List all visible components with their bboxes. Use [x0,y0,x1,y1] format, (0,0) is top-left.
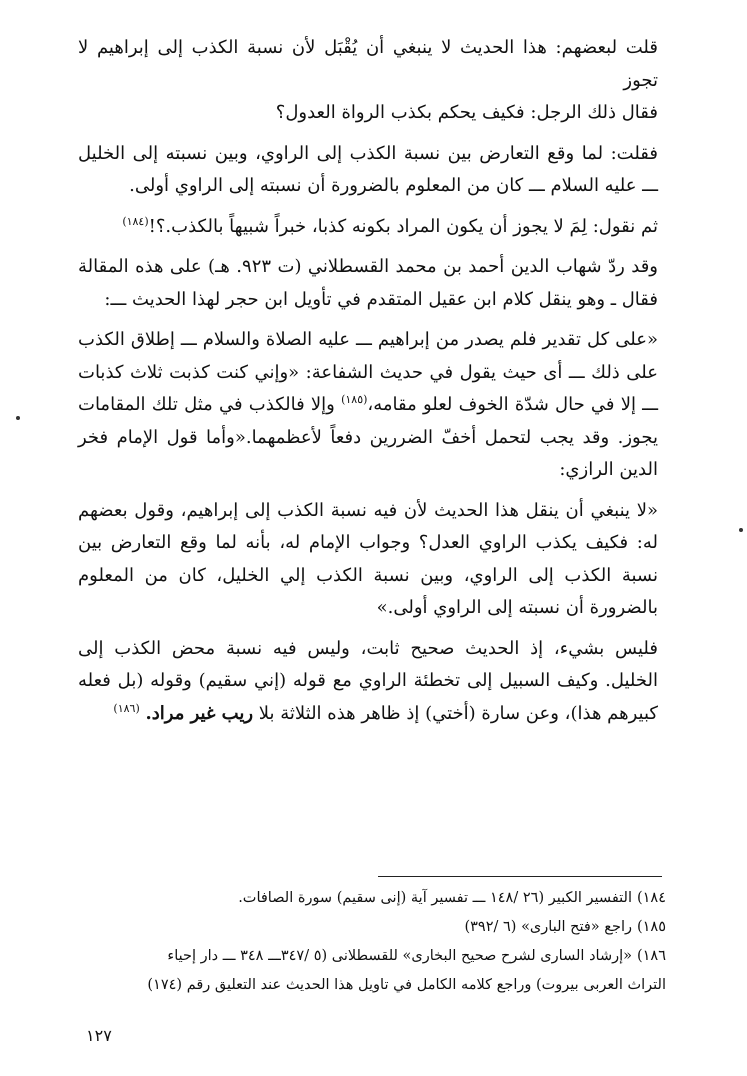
footnote-text: راجع «فتح البارى» (٦ /٣٩٢) [464,919,632,935]
footnotes [78,884,666,1000]
paragraph-5: وقد ردّ شهاب الدين أحمد بن محمد القسطلاني (ت ٩٢٣. هـ) على هذه المقالة فقال ـ وهو ينقل كلام ابن عقيل المتقدم في تأويل ابن حجر لهذا الحديث ـــ: [78,256,658,310]
footnote-186 [78,942,666,971]
paragraph-6-text: «على كل تقدير فلم يصدر من إبراهيم ـــ عليه الصلاة والسلام ـــ إطلاق الكذب على ذلك ـــ أى حيث يقول في حديث الشفاعة: «وإني كنت كذبت ثلاث كذبات ـــ إلا في حال شدّة الخوف لعلو مقامه، [78,329,659,415]
footnote-number: ١٨٦) [636,948,666,964]
footnote-number: ١٨٤) [636,890,666,906]
paragraph-6-continuation: وإلا فالكذب في مثل تلك المقامات يجوز. وقد يجب لتحمل أخفّ الضررين دفعاً لأعظمهما.«وأما قول الإمام فخر الدين الرازي: [78,394,658,480]
footnote-185 [78,913,666,942]
paragraph-6 [78,324,658,487]
paragraph-4 [78,211,658,244]
page-body [78,32,658,730]
footnote-186-continued [78,971,666,1000]
paragraph-2: فقال ذلك الرجل: فكيف يحكم بكذب الرواة العدول؟ [275,102,658,123]
footnote-ref-186[interactable]: (١٨٦) [113,701,140,715]
footnote-number: ١٨٥) [636,919,666,935]
paragraph-8-text: فليس بشيء، إذ الحديث صحيح ثابت، وليس فيه نسبة محض الكذب إلى الخليل. وكيف السبيل إلى تخطئة الراوي مع قوله (إني سقيم) وقوله (بل فعله كبيرهم هذا)، وعن سارة (أختي) إذ ظاهر هذه الثلاثة بلا [78,637,658,724]
paragraph-8 [78,633,658,731]
paragraph-1: قلت لبعضهم: هذا الحديث لا ينبغي أن يُقْبَل لأن نسبة الكذب إلى إبراهيم لا تجوز [78,37,658,91]
scan-mark [739,528,743,532]
page-number: ١٢٧ [86,1026,112,1045]
footnote-text: التفسير الكبير (٢٦ /١٤٨ ـــ تفسير آية (إنى سقيم) سورة الصافات. [238,890,632,906]
footnote-184 [78,884,666,913]
paragraph-8-ending: ريب غير مراد. [145,702,254,724]
footnote-ref-185[interactable]: (١٨٥) [341,393,368,406]
paragraph-7: «لا ينبغي أن ينقل هذا الحديث لأن فيه نسبة الكذب إلى إبراهيم، وقول بعضهم له: فكيف يكذب الراوي العدل؟ وجواب الإمام له، بأنه لما وقع التعارض بين نسبة الكذب إلى الراوي، وبين نسبة الكذب إلي الخليل، كان من المعلوم بالضرورة أن نسبته إلى الراوي أولى.» [78,499,658,618]
paragraph-3: فقلت: لما وقع التعارض بين نسبة الكذب إلى الراوي، وبين نسبته إلى الخليل ـــ عليه السلام ـــ كان من المعلوم بالضرورة أن نسبته إلى الراوي أولى. [78,142,658,196]
paragraph-4-text: ثم نقول: لِمَ لا يجوز أن يكون المراد بكونه كذبا، خبراً شبيهاً بالكذب.؟! [148,215,658,237]
footnote-divider [378,876,662,877]
footnote-text: التراث العربى بيروت) وراجع كلامه الكامل في تاويل هذا الحديث عند التعليق رقم (١٧٤) [147,977,666,993]
footnote-ref-184[interactable]: (١٨٤) [122,214,149,228]
footnote-text: «إرشاد السارى لشرح صحيح البخارى» للقسطلانى (٥ /٣٤٧ـــ ٣٤٨ ـــ دار إحياء [167,948,632,964]
scan-mark [16,416,20,420]
